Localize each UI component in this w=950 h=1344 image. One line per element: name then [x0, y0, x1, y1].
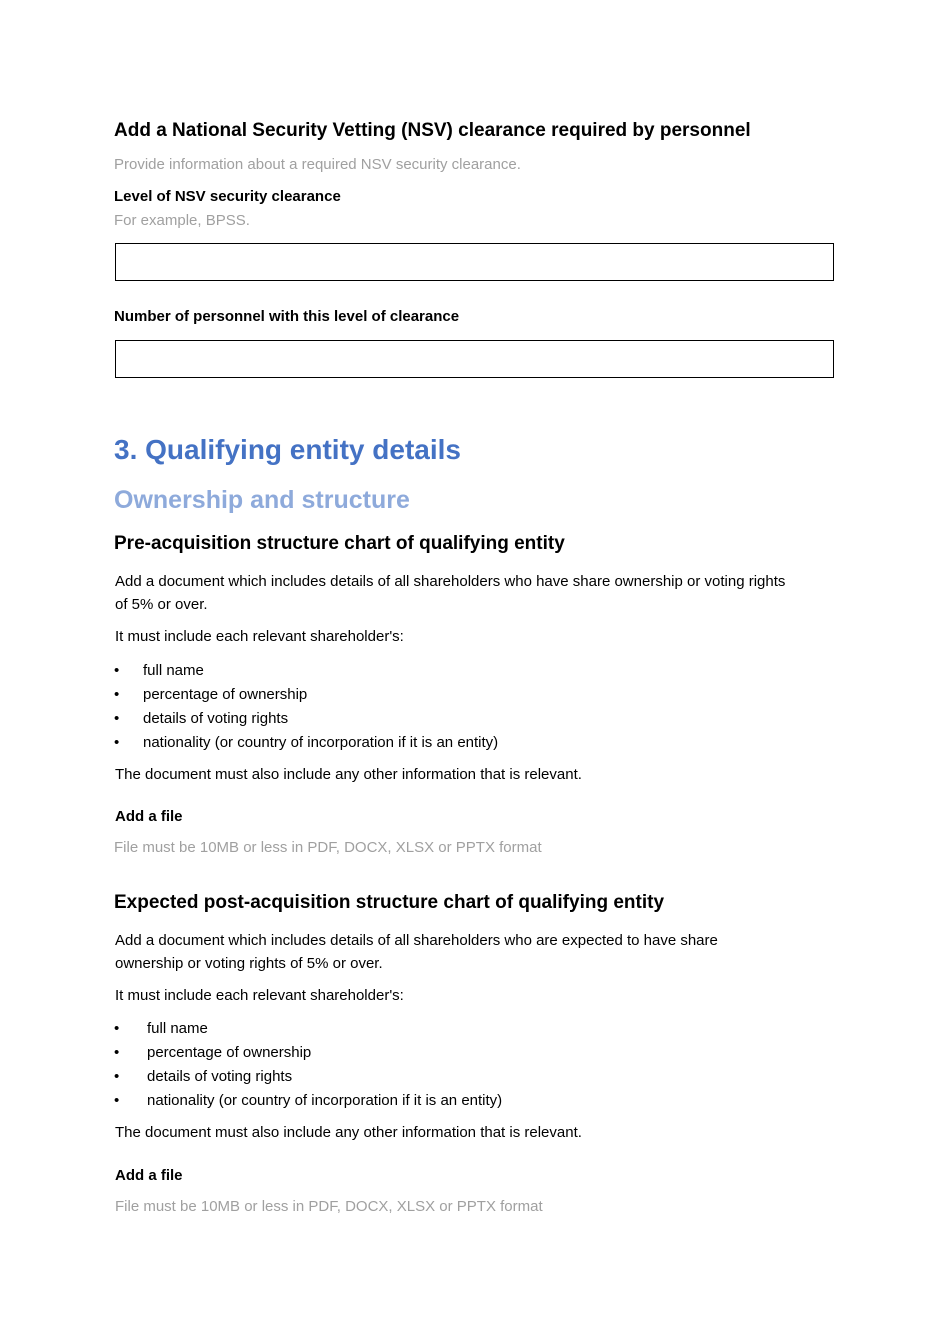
- post-add-file-label[interactable]: Add a file: [115, 1167, 183, 1184]
- post-intro-line-2: ownership or voting rights of 5% or over.: [115, 955, 383, 972]
- post-intro-line-1: Add a document which includes details of all shareholders who are expected to have share: [115, 932, 718, 949]
- pre-also-text: The document must also include any other information that is relevant.: [115, 766, 582, 783]
- pre-intro-line-1: Add a document which includes details of all shareholders who have share ownership or voting rights: [115, 573, 786, 590]
- section-title: 3. Qualifying entity details: [114, 434, 461, 465]
- nsv-hint: Provide information about a required NSV security clearance.: [114, 156, 521, 173]
- section-subtitle: Ownership and structure: [114, 486, 410, 514]
- post-must-include: It must include each relevant shareholder's:: [115, 987, 404, 1004]
- post-file-hint: File must be 10MB or less in PDF, DOCX, XLSX or PPTX format: [115, 1198, 543, 1215]
- pre-must-include: It must include each relevant shareholder's:: [115, 628, 404, 645]
- pre-file-hint: File must be 10MB or less in PDF, DOCX, XLSX or PPTX format: [114, 839, 542, 856]
- post-acquisition-heading: Expected post-acquisition structure chart of qualifying entity: [114, 892, 665, 913]
- nsv-level-input[interactable]: [115, 243, 834, 281]
- pre-acquisition-heading: Pre-acquisition structure chart of qualifying entity: [114, 533, 565, 554]
- pre-acquisition-intro: [115, 570, 840, 616]
- post-also-text: The document must also include any other information that is relevant.: [115, 1124, 582, 1141]
- nsv-level-label: Level of NSV security clearance: [114, 188, 341, 205]
- nsv-number-label: Number of personnel with this level of clearance: [114, 308, 460, 325]
- nsv-number-input[interactable]: [115, 340, 834, 378]
- pre-add-file-label[interactable]: Add a file: [115, 808, 183, 825]
- pre-intro-line-2: of 5% or over.: [115, 596, 208, 613]
- post-acquisition-intro: [115, 929, 840, 975]
- nsv-level-hint: For example, BPSS.: [114, 212, 250, 229]
- nsv-heading: Add a National Security Vetting (NSV) clearance required by personnel: [114, 120, 751, 141]
